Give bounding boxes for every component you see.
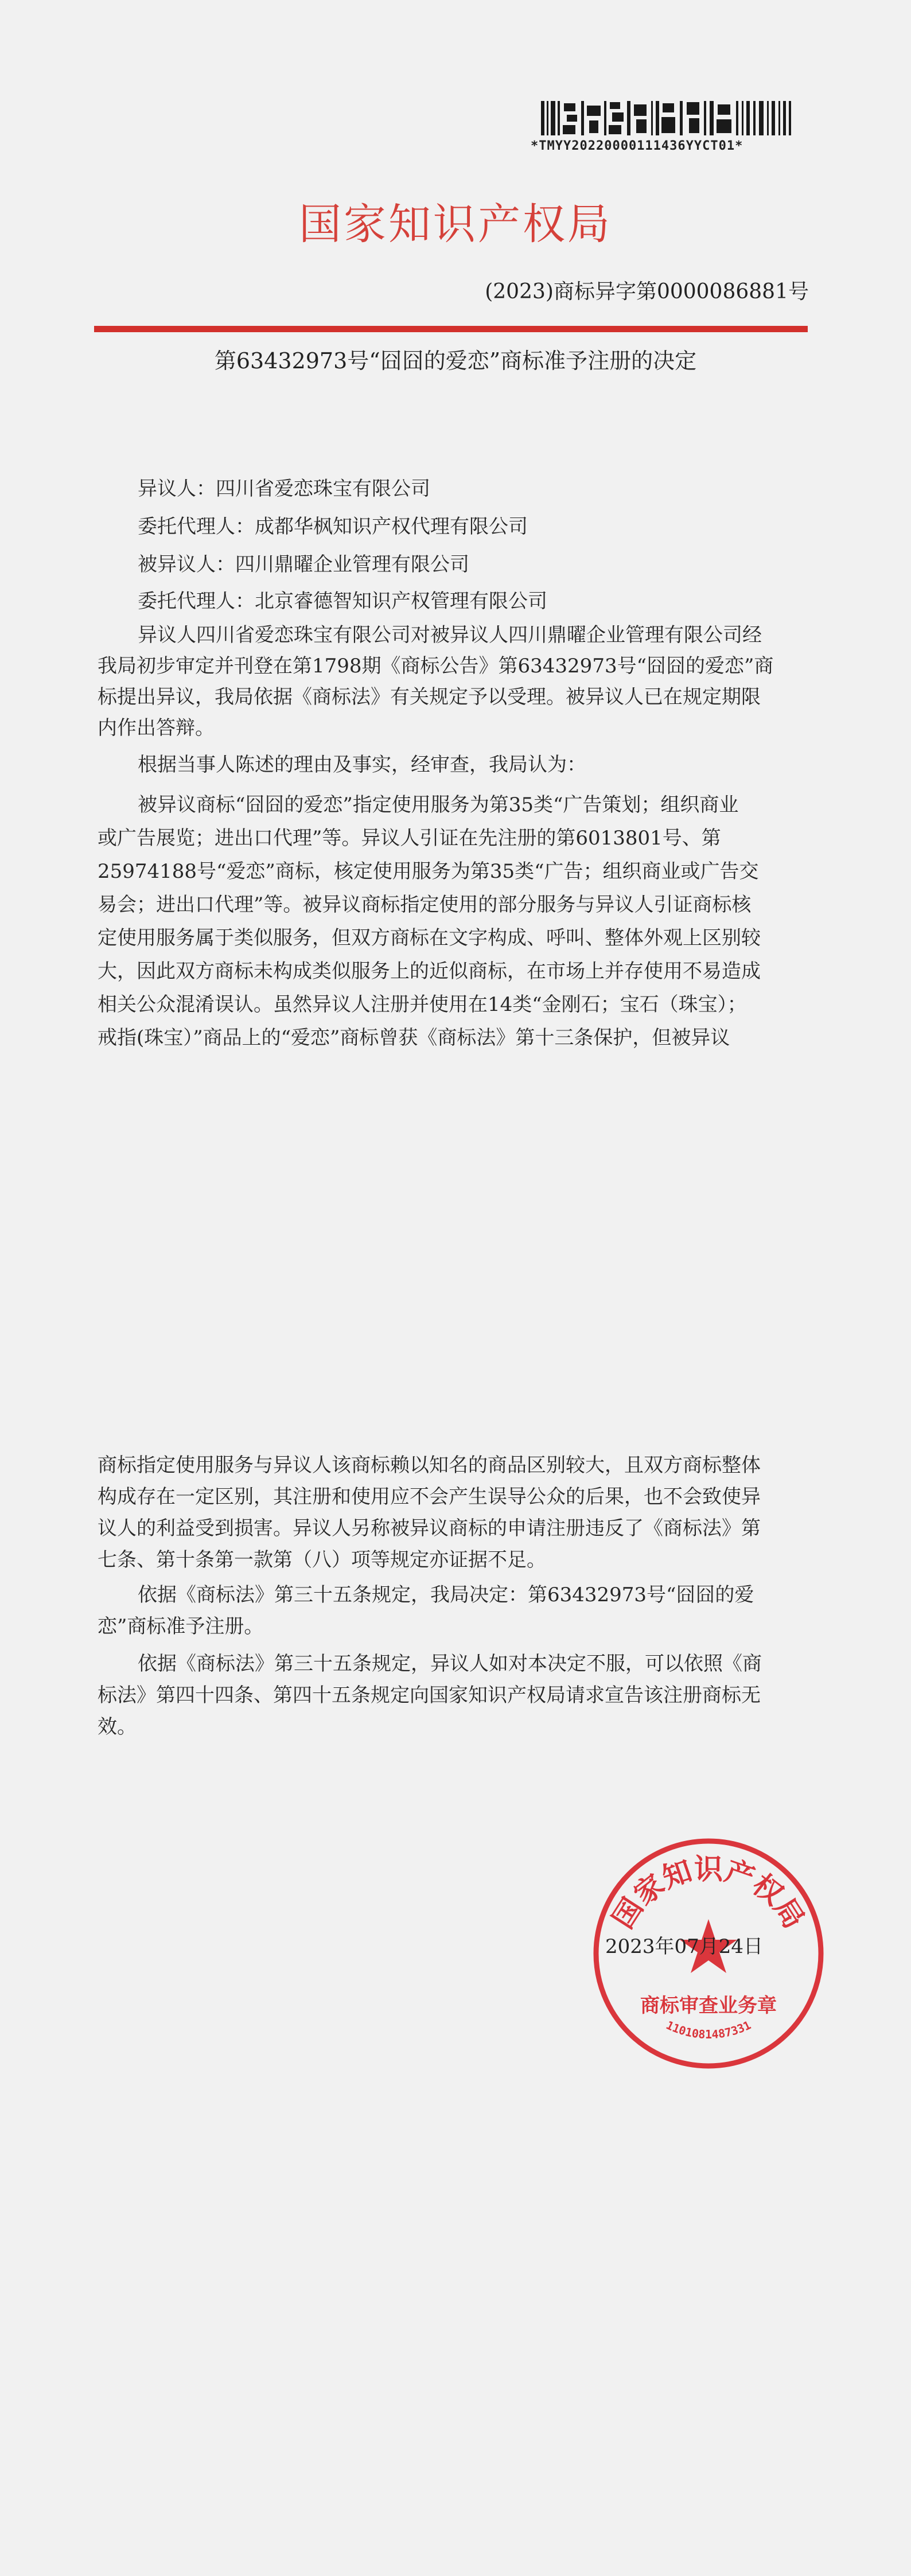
document-number: (2023)商标异字第0000086881号 <box>485 280 809 303</box>
seal-bottom-text: 商标审查业务章 <box>640 1994 777 2017</box>
paragraph-line: 标提出异议，我局依据《商标法》有关规定予以受理。被异议人已在规定期限 <box>98 686 761 709</box>
seal-code: 1101081487331 <box>664 2018 753 2042</box>
paragraph-line: 定使用服务属于类似服务，但双方商标在文字构成、呼叫、整体外观上区别较 <box>98 927 761 950</box>
opponent-line: 异议人：四川省爱恋珠宝有限公司 <box>138 477 430 500</box>
paragraph-line: 恋”商标准予注册。 <box>98 1615 264 1638</box>
paragraph-line: 被异议商标“囧囧的爱恋”指定使用服务为第35类“广告策划；组织商业 <box>138 793 739 816</box>
paragraph-line: 我局初步审定并刊登在第1798期《商标公告》第63432973号“囧囧的爱恋”商 <box>98 655 774 678</box>
respondent-line: 被异议人：四川鼎曜企业管理有限公司 <box>138 553 469 576</box>
decision-subject: 第63432973号“囧囧的爱恋”商标准予注册的决定 <box>214 348 697 373</box>
paragraph-line: 商标指定使用服务与异议人该商标赖以知名的商品区别较大，且双方商标整体 <box>98 1454 761 1477</box>
paragraph-line: 标法》第四十四条、第四十五条规定向国家知识产权局请求宣告该注册商标无 <box>98 1684 761 1707</box>
decision-date: 2023年07月24日 <box>605 1935 764 1958</box>
paragraph-line: 效。 <box>98 1715 137 1738</box>
paragraph-line: 依据《商标法》第三十五条规定，我局决定：第63432973号“囧囧的爱 <box>138 1583 754 1606</box>
barcode-number: *TMYY20220000111436YYCT01* <box>531 139 743 153</box>
paragraph-line: 大，因此双方商标未构成类似服务上的近似商标，在市场上并存使用不易造成 <box>98 960 761 983</box>
seal-top-text: 国家知识产权局 <box>606 1853 811 1935</box>
barcode-block <box>531 101 803 153</box>
barcode <box>541 101 793 135</box>
paragraph-line: 易会；进出口代理”等。被异议商标指定使用的部分服务与异议人引证商标核 <box>98 893 752 916</box>
agency-title: 国家知识产权局 <box>299 200 612 249</box>
paragraph-line: 相关公众混淆误认。虽然异议人注册并使用在14类“金刚石；宝石（珠宝）； <box>98 993 747 1016</box>
paragraph-line: 25974188号“爱恋”商标，核定使用服务为第35类“广告；组织商业或广告交 <box>98 860 759 883</box>
paragraph-line: 异议人四川省爱恋珠宝有限公司对被异议人四川鼎曜企业管理有限公司经 <box>138 624 762 647</box>
respondent-agent-line: 委托代理人：北京睿德智知识产权管理有限公司 <box>138 590 547 613</box>
paragraph-line: 构成存在一定区别，其注册和使用应不会产生误导公众的后果，也不会致使异 <box>98 1485 761 1508</box>
paragraph-line: 内作出答辩。 <box>98 717 215 740</box>
paragraph-line: 议人的利益受到损害。异议人另称被异议商标的申请注册违反了《商标法》第 <box>98 1517 761 1540</box>
paragraph-line: 戒指(珠宝）”商品上的“爱恋”商标曾获《商标法》第十三条保护，但被异议 <box>98 1026 730 1049</box>
red-divider <box>94 326 808 332</box>
opponent-agent-line: 委托代理人：成都华枫知识产权代理有限公司 <box>138 515 528 538</box>
paragraph-line: 依据《商标法》第三十五条规定，异议人如对本决定不服，可以依照《商 <box>138 1652 762 1675</box>
paragraph-line: 或广告展览；进出口代理”等。异议人引证在先注册的第6013801号、第 <box>98 827 721 850</box>
paragraph-line: 根据当事人陈述的理由及事实，经审查，我局认为： <box>138 753 586 776</box>
paragraph-line: 七条、第十条第一款第（八）项等规定亦证据不足。 <box>98 1548 546 1571</box>
